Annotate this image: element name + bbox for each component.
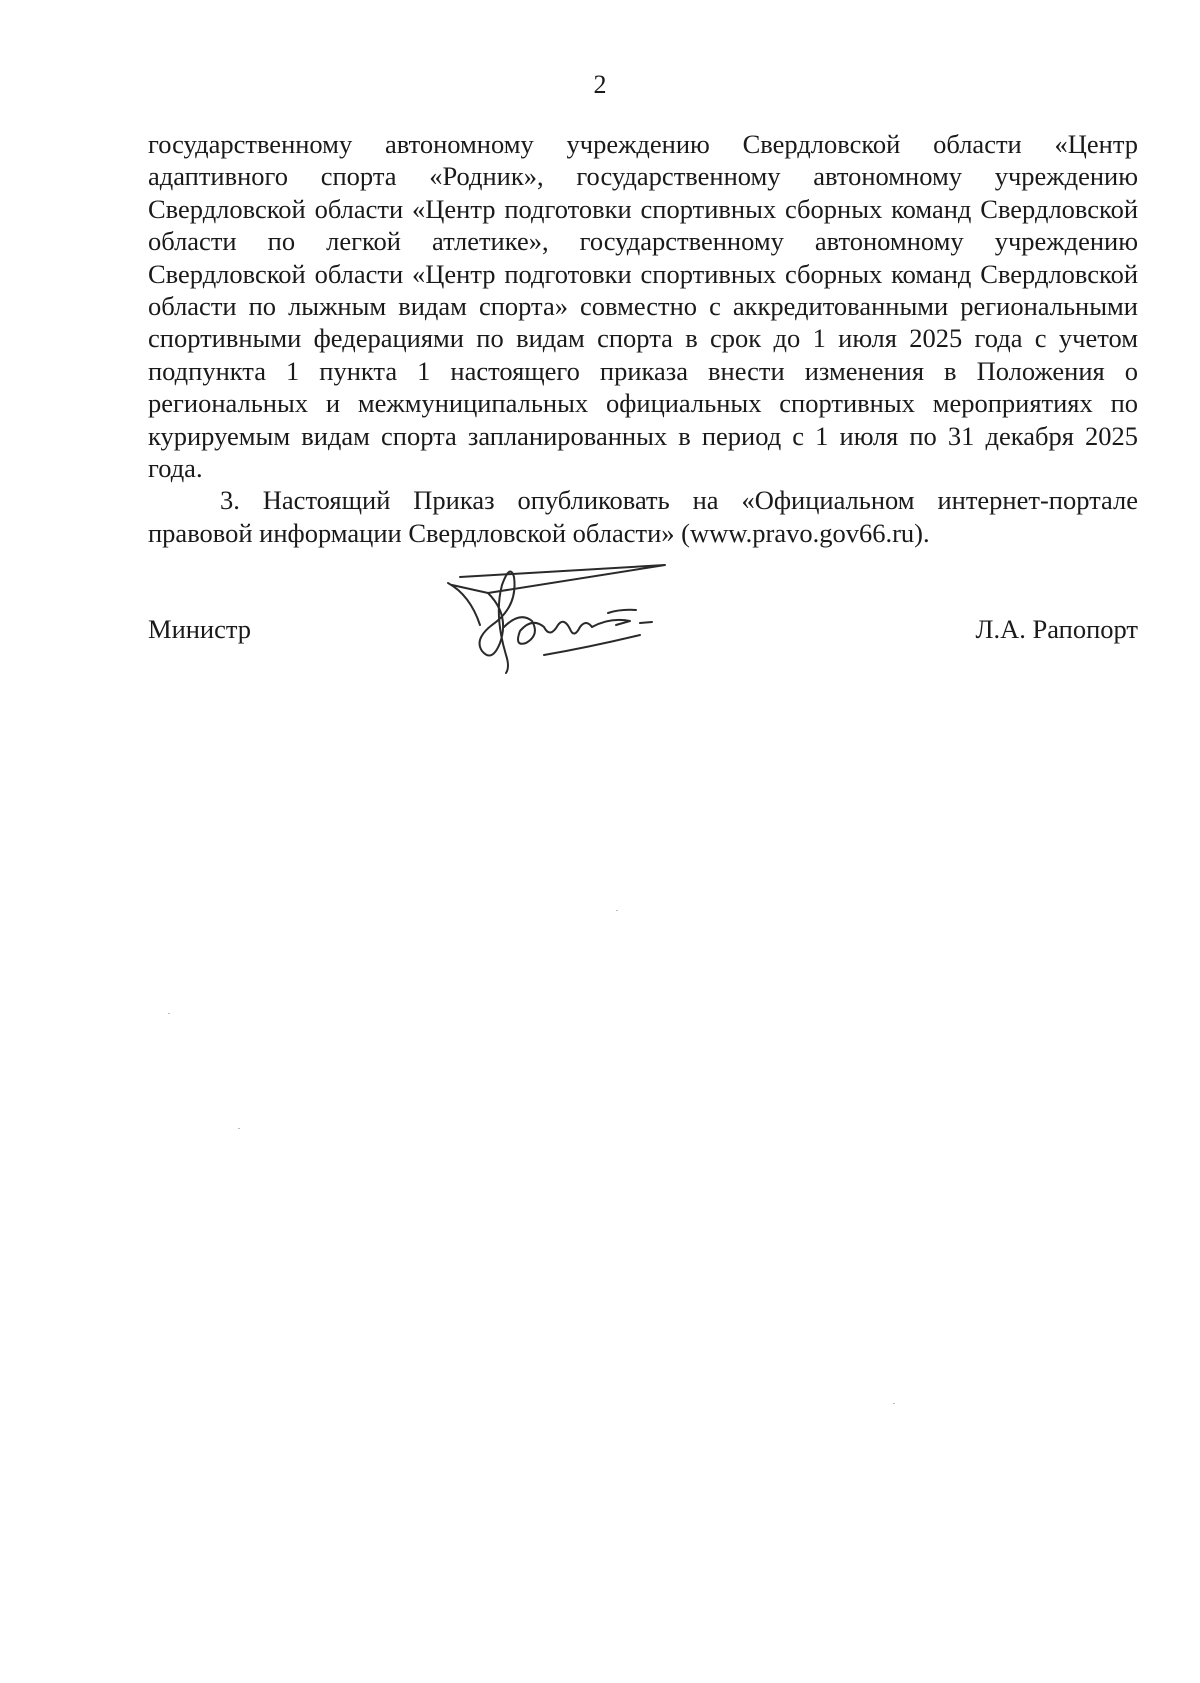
- scan-speck: [238, 1128, 240, 1129]
- page-number: 2: [593, 70, 607, 99]
- paragraph-continuation: государственному автономному учреждению Свердловской области «Центр адаптивного спорта «Родник», государственному автономному учреждению Свердловской области «Центр подготовки спортивных сборных команд Свердловской области по легкой атлетике», государственному автономному учреждению Свердловской области «Центр подготовки спортивных сборных команд Свердловской области по лыжным видам спорта» совместно с аккредитованными региональными спортивными федерациями по видам спорта в срок до 1 июля 2025 года с учетом подпункта 1 пункта 1 настоящего приказа внести изменения в Положения о региональных и межмуниципальных официальных спортивных мероприятиях по курируемым видам спорта запланированных в период с 1 июля по 31 декабря 2025 года.: [148, 129, 1138, 484]
- signatory-position: Министр: [148, 614, 252, 644]
- scan-speck: [168, 1013, 170, 1014]
- signatory-name: Л.А. Рапопорт: [975, 614, 1138, 644]
- document-body: [148, 128, 1138, 549]
- paragraph-3: 3. Настоящий Приказ опубликовать на «Официальном интернет-портале правовой информации Свердловской области» (www.pravo.gov66.ru).: [148, 485, 1138, 548]
- signature-block: [148, 614, 1138, 654]
- scan-speck: [616, 910, 618, 911]
- scan-speck: [893, 1403, 895, 1404]
